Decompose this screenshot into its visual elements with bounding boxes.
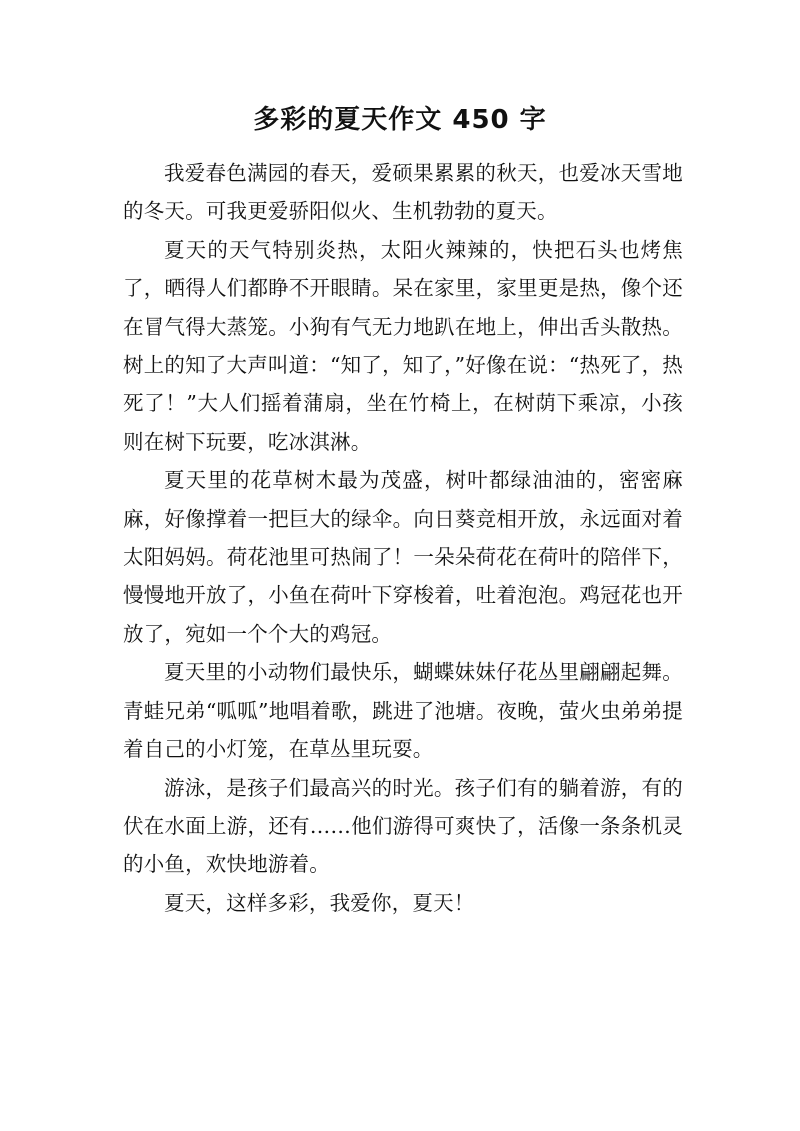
paragraph-6: 夏天，这样多彩，我爱你，夏天！ <box>164 890 475 915</box>
paragraph-5: 游泳，是孩子们最高兴的时光。孩子们有的躺着游，有的伏在水面上游，还有……他们游得可爽快了，活像一条条机灵的小鱼，欢快地游着。 <box>123 775 683 877</box>
paragraph-2: 夏天的天气特别炎热，太阳火辣辣的，快把石头也烤焦了，晒得人们都睁不开眼睛。呆在家里，家里更是热，像个还在冒气得大蒸笼。小狗有气无力地趴在地上，伸出舌头散热。树上的知了大声叫道：“知了，知了，”好像在说：“热死了，热死了！”大人们摇着蒲扇，坐在竹椅上，在树荫下乘凉，小孩则在树下玩要，吃冰淇淋。 <box>123 237 683 454</box>
paragraph-1: 我爱春色满园的春天，爱硕果累累的秋天，也爱冰天雪地的冬天。可我更爱骄阳似火、生机勃勃的夏天。 <box>123 161 683 224</box>
paragraph-3: 夏天里的花草树木最为茂盛，树叶都绿油油的，密密麻麻，好像撑着一把巨大的绿伞。向日葵竞相开放，永远面对着太阳妈妈。荷花池里可热闹了！一朵朵荷花在荷叶的陪伴下，慢慢地开放了，小鱼在荷叶下穿梭着，吐着泡泡。鸡冠花也开放了，宛如一个个大的鸡冠。 <box>123 468 683 646</box>
document-body <box>123 154 683 922</box>
paragraph-4: 夏天里的小动物们最快乐，蝴蝶妹妹仔花丛里翩翩起舞。青蛙兄弟“呱呱”地唱着歌，跳进了池塘。夜晚，萤火虫弟弟提着自己的小灯笼，在草丛里玩耍。 <box>123 660 683 762</box>
document-title: 多彩的夏天作文 450 字 <box>253 105 547 135</box>
